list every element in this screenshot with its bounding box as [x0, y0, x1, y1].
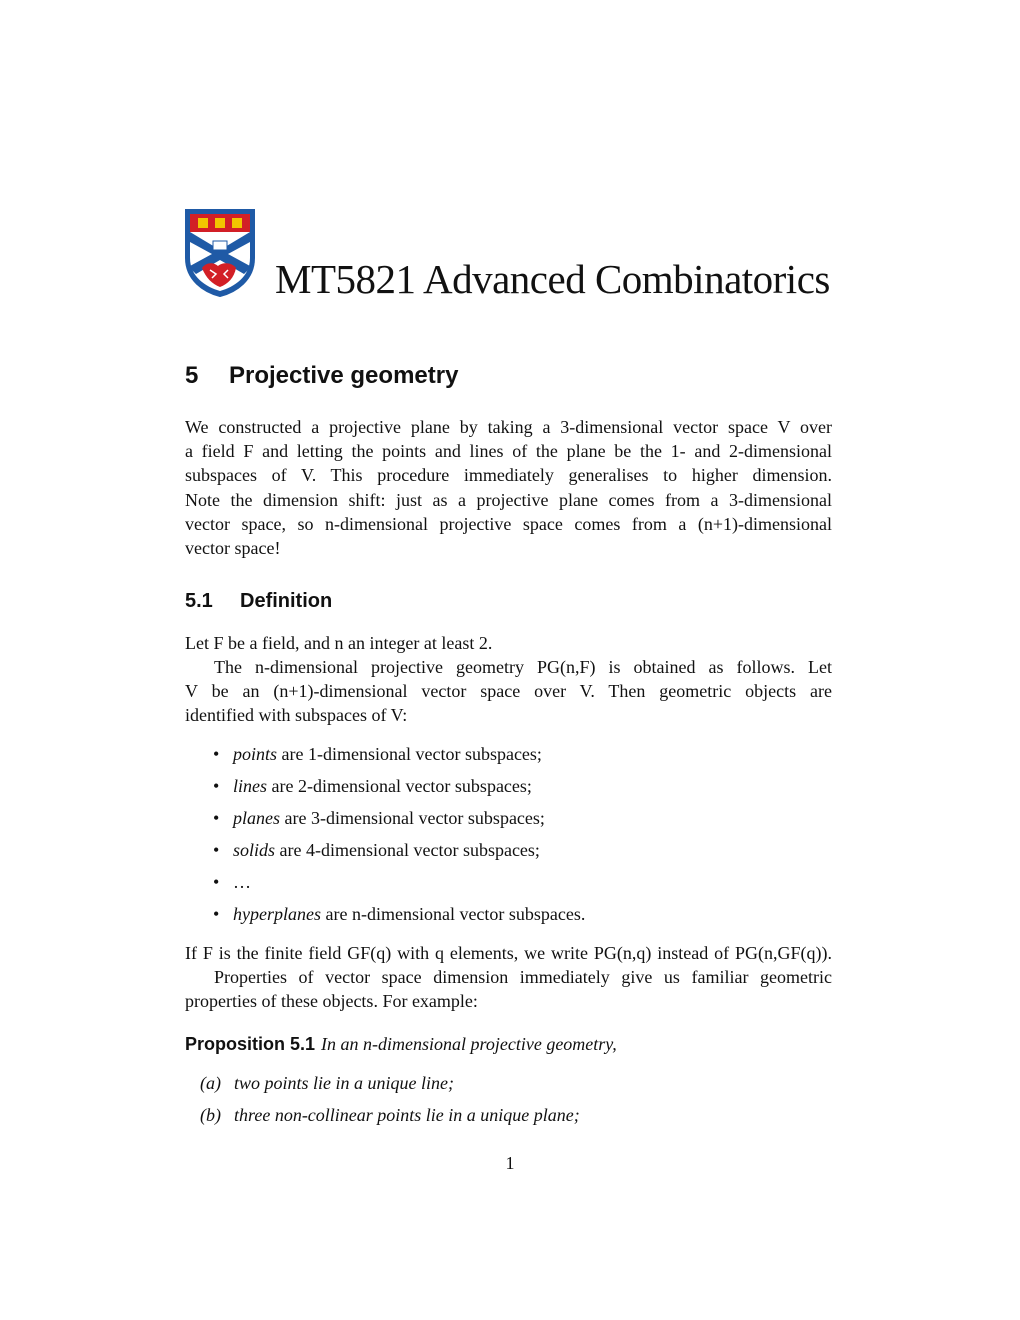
- list-item: [200, 1071, 580, 1103]
- paragraph-line: If F is the finite field GF(q) with q elements, we write PG(n,q) instead of PG(n,GF(q)).: [185, 943, 832, 963]
- paragraph-line: a field F and letting the points and lines of the plane be the 1- and 2-dimensional: [185, 441, 832, 462]
- list-item: • points are 1-dimensional vector subspaces;: [213, 744, 542, 764]
- paragraph-line: V be an (n+1)-dimensional vector space over V. Then geometric objects are: [185, 681, 832, 702]
- section-title: Projective geometry: [229, 362, 459, 389]
- page-number: 1: [505, 1153, 515, 1173]
- list-item: • planes are 3-dimensional vector subspaces;: [213, 808, 545, 828]
- subsection-heading: [185, 590, 332, 613]
- bullet-icon: •: [213, 808, 220, 828]
- bullet-icon: •: [213, 840, 220, 860]
- term: planes: [233, 808, 280, 828]
- definition-paragraph: [185, 655, 832, 728]
- section-heading: [185, 362, 458, 390]
- bullet-icon: •: [213, 776, 220, 796]
- paragraph-line: Properties of vector space dimension immediately give us familiar geometric: [214, 967, 832, 988]
- definition-intro: [185, 631, 832, 655]
- university-crest-icon: [184, 208, 256, 298]
- paragraph-line: We constructed a projective plane by taking a 3-dimensional vector space V over: [185, 417, 832, 437]
- subsection-number: 5.1: [185, 590, 213, 612]
- item-label: (b): [200, 1105, 221, 1125]
- proposition-text: In an n-dimensional projective geometry,: [321, 1034, 617, 1054]
- paragraph-line: subspaces of V. This procedure immediately generalises to higher dimension.: [185, 465, 832, 486]
- document-title: MT5821 Advanced Combinatorics: [275, 256, 830, 302]
- term: points: [233, 744, 278, 764]
- subsection-title: Definition: [240, 590, 333, 612]
- list-item: [200, 1103, 580, 1135]
- paragraph-line: identified with subspaces of V:: [185, 705, 408, 726]
- list-item: • solids are 4-dimensional vector subspaces;: [213, 840, 540, 860]
- item-text: two points lie in a unique line;: [234, 1073, 454, 1093]
- paragraph-line: vector space, so n-dimensional projective space comes from a (n+1)-dimensional: [185, 513, 832, 534]
- term: solids: [233, 840, 276, 860]
- paragraph-line: vector space!: [185, 538, 281, 559]
- bullet-icon: •: [213, 744, 220, 764]
- list-item: • hyperplanes are n-dimensional vector subspaces.: [213, 904, 586, 924]
- bullet-icon: •: [213, 904, 220, 924]
- list-item: • lines are 2-dimensional vector subspaces;: [213, 776, 532, 796]
- paragraph-line: properties of these objects. For example:: [185, 991, 478, 1012]
- term: lines: [233, 776, 267, 796]
- paragraph-line: Let F be a field, and n an integer at least 2.: [185, 633, 493, 653]
- item-label: (a): [200, 1073, 221, 1093]
- intro-paragraph: [185, 415, 832, 560]
- proposition-items: [200, 1071, 580, 1135]
- item-text: three non-collinear points lie in a unique plane;: [234, 1105, 580, 1125]
- finite-field-paragraph: [185, 941, 832, 1014]
- proposition-label: Proposition 5.1: [185, 1034, 316, 1054]
- term: hyperplanes: [233, 904, 321, 924]
- bullet-icon: •: [213, 872, 220, 892]
- paragraph-line: Note the dimension shift: just as a projective plane comes from a 3-dimensional: [185, 489, 832, 510]
- paragraph-line: The n-dimensional projective geometry PG(n,F) is obtained as follows. Let: [214, 657, 832, 677]
- list-item: • …: [213, 872, 251, 892]
- object-list: [213, 742, 585, 934]
- proposition: [185, 1032, 617, 1056]
- section-number: 5: [185, 362, 199, 389]
